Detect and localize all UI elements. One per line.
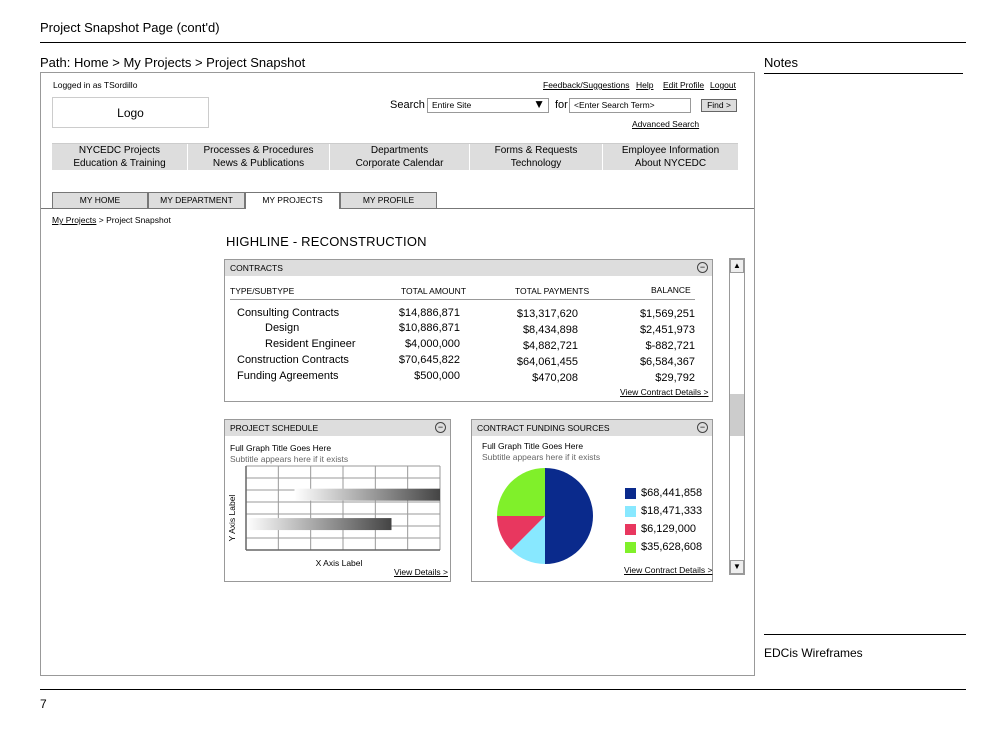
funding-pie-chart: [495, 466, 595, 566]
legend-item: [625, 484, 702, 502]
col-amount: TOTAL AMOUNT: [401, 286, 467, 296]
footer-divider: [764, 634, 966, 635]
path-text: Path: Home > My Projects > Project Snapshot: [40, 55, 306, 70]
logo-text: Logo: [117, 105, 144, 120]
scroll-down-icon[interactable]: ▼: [730, 560, 744, 574]
schedule-graph-subtitle: Subtitle appears here if it exists: [230, 454, 349, 464]
schedule-header: PROJECT SCHEDULE: [225, 420, 450, 436]
tab-my-department[interactable]: MY DEPARTMENT: [148, 192, 245, 208]
nav-departments[interactable]: Departments: [329, 144, 469, 157]
nav-processes-procedures[interactable]: Processes & Procedures: [187, 144, 329, 157]
row-amount: $70,645,822: [398, 354, 460, 366]
edit-profile-link[interactable]: Edit Profile: [663, 80, 705, 90]
legend-item: [625, 538, 702, 556]
legend-swatch: [625, 524, 636, 535]
legend-swatch: [625, 542, 636, 553]
schedule-bar: [246, 518, 392, 530]
collapse-icon[interactable]: −: [697, 422, 708, 433]
legend-item: [625, 502, 702, 520]
tab-my-profile[interactable]: MY PROFILE: [340, 192, 437, 208]
nav-nycedc-projects[interactable]: NYCEDC Projects: [78, 145, 161, 156]
scrollbar-thumb[interactable]: [730, 394, 744, 436]
row-payments: $64,061,455: [516, 356, 578, 368]
breadcrumb: [52, 215, 171, 225]
nav-employee-information[interactable]: Employee Information: [602, 144, 738, 157]
search-scope-value: Entire Site: [432, 100, 472, 110]
tab-underline-left: [41, 208, 245, 209]
row-balance: $2,451,973: [639, 324, 695, 336]
y-axis-label: Y Axis Label: [227, 494, 237, 542]
schedule-graph-title: Full Graph Title Goes Here: [230, 443, 332, 453]
tab-my-home[interactable]: MY HOME: [52, 192, 148, 208]
view-contract-details-link[interactable]: View Contract Details >: [620, 387, 709, 397]
row-type: Construction Contracts: [237, 354, 349, 366]
nav-news-publications[interactable]: News & Publications: [187, 157, 329, 170]
dropdown-arrow-icon: ▼: [533, 97, 545, 111]
row-balance: $29,792: [655, 372, 695, 384]
nav-corporate-calendar[interactable]: Corporate Calendar: [329, 157, 469, 170]
nav-education-training[interactable]: Education & Training: [73, 158, 166, 169]
nav-technology[interactable]: Technology: [469, 157, 602, 170]
collapse-icon[interactable]: −: [435, 422, 446, 433]
nav-about-nycedc[interactable]: About NYCEDC: [602, 157, 738, 170]
row-balance: $6,584,367: [639, 356, 695, 368]
footer-label: EDCis Wireframes: [764, 646, 863, 660]
col-type: TYPE/SUBTYPE: [230, 286, 295, 296]
col-payments: TOTAL PAYMENTS: [515, 286, 590, 296]
col-balance: BALANCE: [651, 285, 691, 295]
legend-label: $68,441,858: [641, 487, 703, 499]
legend-item: [625, 520, 702, 538]
legend-label: $35,628,608: [641, 541, 703, 553]
row-payments: $470,208: [532, 372, 578, 384]
page-title: Project Snapshot Page (cont'd): [40, 20, 220, 35]
contracts-header: CONTRACTS: [225, 260, 712, 276]
funding-graph-subtitle: Subtitle appears here if it exists: [482, 452, 601, 462]
collapse-icon[interactable]: −: [697, 262, 708, 273]
for-label: for: [555, 99, 568, 111]
search-label: Search: [390, 99, 425, 111]
nav-forms-requests[interactable]: Forms & Requests: [469, 144, 602, 157]
row-amount: $500,000: [414, 370, 460, 382]
legend-swatch: [625, 488, 636, 499]
logged-in-text: Logged in as TSordillo: [53, 80, 138, 90]
row-type: Design: [265, 322, 300, 334]
project-title: HIGHLINE - RECONSTRUCTION: [226, 234, 427, 249]
notes-divider: [764, 73, 963, 74]
row-balance: $-882,721: [645, 340, 695, 352]
row-type: Resident Engineer: [265, 338, 356, 350]
tab-underline-right: [339, 208, 754, 209]
breadcrumb-current: > Project Snapshot: [96, 215, 171, 225]
search-scope-select[interactable]: [427, 98, 549, 113]
row-amount: $10,886,871: [398, 322, 460, 334]
row-type: Consulting Contracts: [237, 307, 340, 319]
page-number: 7: [40, 697, 47, 711]
row-payments: $13,317,620: [516, 308, 578, 320]
row-balance: $1,569,251: [639, 308, 695, 320]
pie-slice: [545, 468, 593, 564]
funding-header: CONTRACT FUNDING SOURCES: [472, 420, 712, 436]
legend-swatch: [625, 506, 636, 517]
funding-graph-title: Full Graph Title Goes Here: [482, 441, 584, 451]
schedule-chart: [226, 464, 448, 568]
legend-label: $18,471,333: [641, 505, 703, 517]
header-rule: [230, 299, 695, 300]
row-payments: $4,882,721: [522, 340, 578, 352]
view-contract-details-link[interactable]: View Contract Details >: [624, 565, 713, 575]
schedule-bar: [295, 489, 441, 501]
logo[interactable]: [52, 97, 209, 128]
row-amount: $4,000,000: [404, 338, 460, 350]
funding-legend: [625, 484, 702, 556]
bottom-divider: [40, 689, 966, 690]
legend-label: $6,129,000: [641, 523, 697, 535]
pie-slice: [497, 468, 545, 516]
scroll-up-icon[interactable]: ▲: [730, 259, 744, 273]
help-link[interactable]: Help: [636, 80, 654, 90]
x-axis-label: X Axis Label: [315, 558, 363, 568]
view-details-link[interactable]: View Details >: [394, 567, 448, 577]
title-divider: [40, 42, 966, 43]
row-payments: $8,434,898: [522, 324, 578, 336]
main-nav: [52, 143, 738, 170]
feedback-link[interactable]: Feedback/Suggestions: [543, 80, 630, 90]
row-type: Funding Agreements: [237, 370, 339, 382]
row-amount: $14,886,871: [398, 307, 460, 319]
tab-my-projects[interactable]: MY PROJECTS: [245, 192, 340, 209]
notes-label: Notes: [764, 55, 798, 70]
logout-link[interactable]: Logout: [710, 80, 736, 90]
advanced-search-link[interactable]: Advanced Search: [632, 119, 700, 129]
find-button[interactable]: Find >: [701, 99, 737, 112]
search-input[interactable]: <Enter Search Term>: [569, 98, 691, 113]
breadcrumb-my-projects[interactable]: My Projects: [52, 215, 97, 225]
